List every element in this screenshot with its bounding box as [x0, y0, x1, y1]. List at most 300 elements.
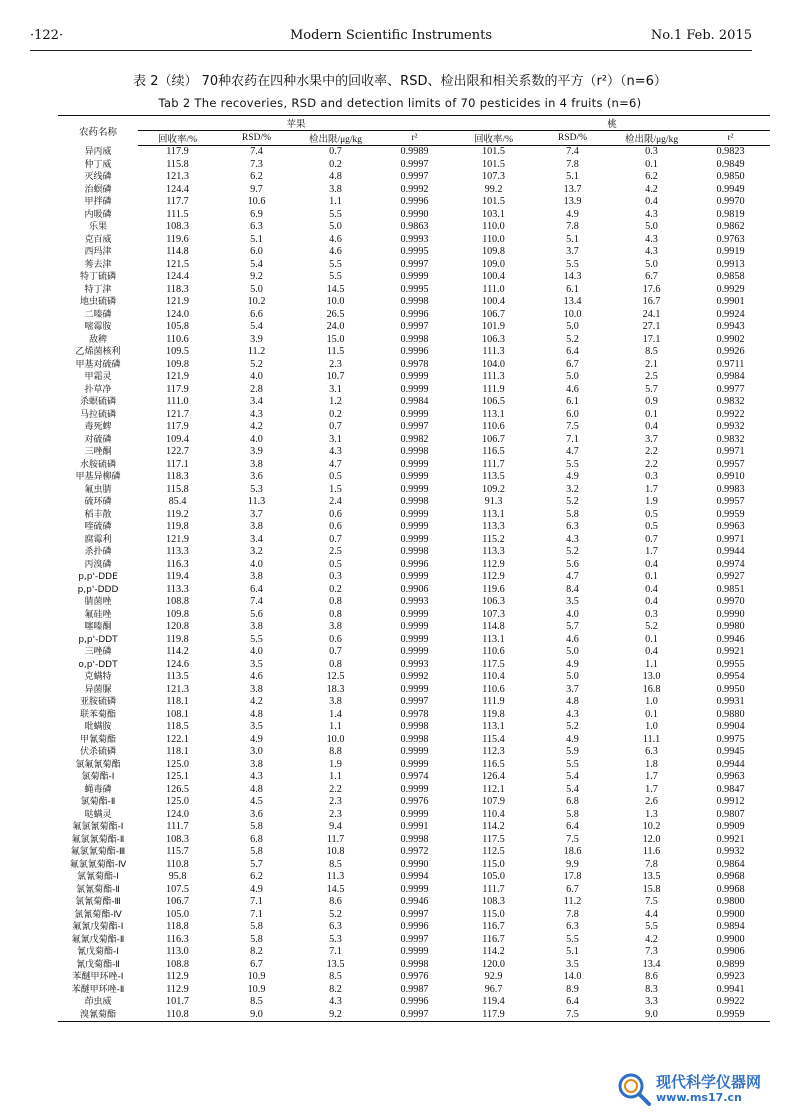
table-cell: 0.9968 [716, 871, 745, 882]
table-cell: 0.9995 [400, 283, 429, 295]
table-cell: 11.3 [326, 871, 345, 882]
watermark-name: 现代科学仪器网 [656, 1073, 762, 1091]
table-cell: 111.3 [482, 371, 505, 382]
table-cell: 115.0 [482, 858, 505, 870]
table-cell: 5.2 [566, 721, 579, 732]
table-cell: 0.9995 [400, 246, 429, 257]
table-cell: 6.8 [566, 796, 579, 807]
table-cell: 4.3 [329, 446, 342, 457]
table-cell: 110.4 [482, 671, 505, 682]
table-cell: 0.6 [329, 508, 342, 520]
table-row [58, 984, 770, 997]
table-cell: 0.9999 [400, 483, 429, 495]
table-cell: 0.9975 [716, 733, 745, 745]
table-cell: 0.9849 [716, 158, 745, 170]
table-cell: 116.7 [482, 921, 505, 932]
table-cell: 112.9 [166, 983, 189, 995]
pesticide-name: 氯氰菊酯-Ⅳ [74, 909, 122, 920]
table-cell: 8.5 [250, 996, 263, 1007]
table-cell: 107.3 [482, 608, 505, 620]
table-row [58, 809, 770, 822]
table-cell: 0.9880 [716, 708, 745, 720]
table-cell: 114.8 [482, 621, 505, 632]
table-cell: 5.5 [566, 758, 579, 770]
column-header: 检出限/μg/kg [296, 131, 375, 146]
table-row [58, 509, 770, 522]
table-cell: 0.9996 [400, 996, 429, 1007]
table-cell: 0.9970 [716, 596, 745, 607]
table-cell: 115.7 [166, 846, 189, 857]
table-cell: 109.8 [166, 358, 189, 370]
table-cell: 1.7 [645, 483, 658, 495]
table-cell: 108.1 [166, 708, 189, 720]
table-cell: 118.1 [166, 746, 189, 757]
pesticide-name: 氯菊酯-Ⅱ [80, 797, 116, 807]
table-cell: 0.9901 [716, 296, 745, 307]
table-cell: 0.9945 [716, 746, 745, 757]
table-cell: 4.6 [566, 383, 579, 395]
table-cell: 5.5 [566, 458, 579, 470]
table-cell: 9.2 [296, 1009, 375, 1022]
table-cell: 0.9832 [716, 433, 745, 445]
pesticide-name: 扑草净 [84, 384, 112, 395]
table-cell: 5.8 [566, 808, 579, 820]
table-cell: 2.5 [645, 371, 658, 382]
table-row [58, 734, 770, 747]
table-cell: 124.6 [166, 658, 189, 670]
pesticide-name: 毒死蜱 [84, 422, 112, 432]
table-cell: 7.4 [566, 146, 579, 157]
journal-title: Modern Scientific Instruments [289, 28, 493, 43]
table-cell: 0.9819 [716, 208, 745, 220]
table-cell: 3.5 [250, 721, 263, 732]
table-cell: 0.9999 [400, 646, 429, 657]
table-cell: 113.3 [166, 583, 189, 595]
table-cell: 6.4 [566, 996, 579, 1007]
pesticide-name: 氟氰戊菊酯-Ⅰ [72, 922, 124, 932]
table-cell: 0.9974 [400, 771, 429, 782]
table-cell: 119.6 [482, 583, 505, 595]
table-cell: 5.0 [566, 646, 579, 657]
table-cell: 0.9943 [716, 321, 745, 332]
table-cell: 0.9998 [400, 296, 429, 307]
table-cell: 10.0 [326, 296, 345, 307]
table-cell: 13.7 [563, 183, 582, 195]
table-cell: 0.6 [329, 633, 342, 645]
table-cell: 111.7 [482, 458, 505, 470]
table-row [58, 959, 770, 972]
table-cell: 1.0 [645, 696, 658, 707]
pesticide-name: 联苯菊酯 [79, 709, 116, 720]
table-cell: 0.9997 [400, 933, 429, 945]
magnifier-logo-icon [616, 1071, 652, 1107]
table-cell: 121.3 [166, 171, 189, 182]
table-cell: 0.9950 [716, 683, 745, 695]
table-cell: 7.1 [250, 896, 263, 907]
table-row [58, 609, 770, 622]
table-cell: 0.9921 [716, 646, 745, 657]
table-cell: 6.3 [566, 521, 579, 532]
name-column-header: 农药名称 [58, 116, 138, 146]
table-row [58, 296, 770, 309]
table-row [58, 346, 770, 359]
table-cell: 117.9 [166, 421, 189, 432]
table-row [58, 371, 770, 384]
table-cell: 115.8 [166, 483, 189, 495]
table-cell: 121.9 [166, 533, 189, 545]
table-cell: 0.9993 [400, 596, 429, 607]
table-cell: 3.5 [250, 658, 263, 670]
table-row [58, 221, 770, 234]
table-cell: 119.2 [166, 508, 189, 520]
table-cell: 0.9999 [400, 946, 429, 957]
table-cell: 107.9 [482, 796, 505, 807]
pesticide-name: 氟硅唑 [84, 609, 112, 620]
pesticide-name: 西玛津 [84, 247, 112, 257]
table-cell: 0.4 [645, 583, 658, 595]
table-row [58, 284, 770, 297]
table-cell: 0.9984 [716, 371, 745, 382]
table-row [58, 996, 770, 1009]
table-row [58, 934, 770, 947]
table-cell: 110.8 [138, 1009, 217, 1022]
table-cell: 0.9851 [716, 583, 745, 595]
table-cell: 1.1 [329, 196, 342, 207]
table-cell: 101.5 [482, 146, 505, 157]
table-cell: 0.9996 [400, 921, 429, 932]
table-row [58, 396, 770, 409]
table-row [58, 621, 770, 634]
table-cell: 4.9 [566, 208, 579, 220]
table-cell: 17.1 [642, 333, 661, 345]
table-cell: 113.5 [482, 471, 505, 482]
table-cell: 0.9998 [400, 721, 429, 732]
table-cell: 0.9994 [400, 871, 429, 882]
table-cell: 113.0 [166, 946, 189, 957]
table-cell: 11.6 [642, 846, 661, 857]
pesticide-name: 杀扑磷 [84, 547, 112, 557]
table-cell: 0.9998 [400, 333, 429, 345]
table-cell: 0.9941 [716, 983, 745, 995]
table-cell: 0.9984 [400, 396, 429, 407]
table-cell: 10.9 [247, 971, 266, 982]
table-row [58, 271, 770, 284]
pesticide-name: 克百威 [84, 234, 112, 245]
table-cell: 1.9 [329, 758, 342, 770]
table-cell: 5.8 [250, 933, 263, 945]
table-cell: 5.0 [329, 221, 342, 232]
table-cell: 4.2 [645, 183, 658, 195]
table-cell: 3.7 [566, 246, 579, 257]
table-cell: 3.7 [250, 508, 263, 520]
pesticide-name: 氟氯氰菊酯-Ⅳ [69, 859, 127, 870]
pesticide-name: 异丙威 [84, 146, 112, 157]
pesticide-name: 氯氰菊酯-Ⅰ [77, 872, 119, 882]
table-cell: 101.9 [482, 321, 505, 332]
table-cell: 113.1 [482, 408, 505, 420]
table-cell: 3.8 [250, 621, 263, 632]
table-cell: 0.8 [329, 658, 342, 670]
table-cell: 6.7 [566, 883, 579, 895]
table-cell: 113.1 [482, 633, 505, 645]
table-cell: 4.0 [250, 433, 263, 445]
table-cell: 5.7 [250, 858, 263, 870]
table-cell: 110.6 [482, 421, 505, 432]
pesticide-name: 对硫磷 [84, 434, 112, 445]
table-cell: 108.3 [166, 833, 189, 845]
table-cell: 12.5 [326, 671, 345, 682]
table-cell: 0.9976 [400, 796, 429, 807]
table-cell: 0.9959 [716, 508, 745, 520]
table-cell: 115.2 [482, 533, 505, 545]
table-cell: 104.0 [482, 358, 505, 370]
table-cell: 5.4 [250, 258, 263, 270]
pesticide-name: 灭线磷 [84, 172, 112, 182]
table-cell: 6.3 [645, 746, 658, 757]
table-cell: 0.6 [329, 521, 342, 532]
table-row [58, 1009, 770, 1022]
table-row [58, 709, 770, 722]
table-cell: 6.3 [250, 221, 263, 232]
table-cell: 101.7 [166, 996, 189, 1007]
table-cell: 7.1 [566, 433, 579, 445]
table-cell: 3.7 [645, 433, 658, 445]
table-cell: 6.7 [250, 958, 263, 970]
table-cell: 3.8 [250, 458, 263, 470]
pesticide-name: 水胺硫磷 [79, 459, 116, 470]
table-row [58, 571, 770, 584]
pesticide-name: 氯氟氰菊酯 [75, 759, 121, 770]
table-cell: 3.2 [566, 483, 579, 495]
table-cell: 8.6 [329, 896, 342, 907]
table-cell: 0.9955 [716, 658, 745, 670]
table-cell: 4.0 [566, 608, 579, 620]
table-cell: 107.3 [482, 171, 505, 182]
table-cell: 0.3 [645, 146, 658, 157]
table-cell: 5.0 [566, 371, 579, 382]
pesticide-name: 氟氰戊菊酯-Ⅱ [71, 934, 125, 945]
table-cell: 85.4 [168, 496, 187, 507]
table-cell: 117.5 [482, 833, 505, 845]
table-cell: 0.2 [329, 408, 342, 420]
table-cell: 13.5 [326, 958, 345, 970]
table-row [58, 721, 770, 734]
table-cell: 7.5 [645, 896, 658, 907]
table-cell: 0.9807 [716, 808, 745, 820]
table-cell: 7.3 [645, 946, 658, 957]
table-cell: 5.5 [329, 258, 342, 270]
table-cell: 0.9921 [716, 833, 745, 845]
table-cell: 10.0 [563, 308, 582, 320]
table-cell: 0.3 [645, 471, 658, 482]
table-cell: 0.9999 [400, 508, 429, 520]
table-cell: 1.1 [329, 771, 342, 782]
pesticide-name: 杀螟硫磷 [79, 397, 116, 407]
table-row [58, 359, 770, 372]
table-cell: 0.9906 [716, 946, 745, 957]
table-row [58, 746, 770, 759]
table-cell: 111.9 [482, 383, 505, 395]
table-cell: 0.9980 [716, 621, 745, 632]
table-cell: 0.9919 [716, 246, 745, 257]
table-cell: 6.0 [566, 408, 579, 420]
table-cell: 0.9990 [400, 858, 429, 870]
table-cell: 3.8 [250, 521, 263, 532]
table-cell: 112.9 [166, 971, 189, 982]
table-cell: 1.1 [645, 658, 658, 670]
table-cell: 112.9 [482, 571, 505, 582]
table-cell: 5.7 [645, 383, 658, 395]
table-caption-cn: 表 2（续） 70种农药在四种水果中的回收率、RSD、检出限和相关系数的平方（r²）（n=6） [133, 74, 667, 89]
table-cell: 115.8 [166, 158, 189, 170]
table-cell: 120.0 [482, 958, 505, 970]
table-row [58, 659, 770, 672]
table-cell: 4.7 [566, 571, 579, 582]
table-cell: 0.9999 [400, 471, 429, 482]
table-cell: 5.5 [329, 271, 342, 282]
table-cell: 112.9 [482, 558, 505, 570]
table-row [58, 859, 770, 872]
table-cell: 1.7 [645, 546, 658, 557]
table-cell: 0.4 [645, 596, 658, 607]
table-row [58, 459, 770, 472]
table-cell: 0.9900 [716, 933, 745, 945]
table-cell: 121.5 [166, 258, 189, 270]
table-cell: 116.5 [482, 758, 505, 770]
table-cell: 111.9 [482, 696, 505, 707]
table-cell: 9.0 [612, 1009, 691, 1022]
table-cell: 0.9949 [716, 183, 745, 195]
table-cell: 4.2 [250, 421, 263, 432]
pesticide-name: 克螨特 [84, 672, 112, 682]
table-cell: 0.9924 [716, 308, 745, 320]
table-cell: 110.4 [482, 808, 505, 820]
pesticide-name: 甲基对硫磷 [75, 359, 121, 370]
table-cell: 16.8 [642, 683, 661, 695]
table-cell: 4.3 [645, 208, 658, 220]
watermark-url: www.ms17.cn [656, 1091, 742, 1104]
table-cell: 4.6 [329, 246, 342, 257]
table-cell: 6.0 [250, 246, 263, 257]
table-cell: 5.8 [566, 508, 579, 520]
table-row [58, 384, 770, 397]
table-cell: 101.5 [482, 196, 505, 207]
pesticide-name: 莠去津 [84, 259, 112, 270]
table-row [58, 209, 770, 222]
table-cell: 125.0 [166, 758, 189, 770]
table-cell: 6.6 [250, 308, 263, 320]
table-cell: 11.3 [247, 496, 266, 507]
table-cell: 8.5 [329, 971, 342, 982]
table-cell: 13.4 [642, 958, 661, 970]
table-cell: 111.5 [166, 208, 189, 220]
pesticide-name: 仲丁威 [84, 159, 112, 170]
table-cell: 7.8 [566, 158, 579, 170]
table-cell: 17.6 [642, 283, 661, 295]
table-cell: 0.9998 [400, 496, 429, 507]
table-cell: 0.9997 [400, 158, 429, 170]
table-cell: 109.5 [166, 346, 189, 357]
table-cell: 4.3 [250, 408, 263, 420]
table-cell: 8.5 [329, 858, 342, 870]
table-cell: 5.1 [250, 233, 263, 245]
table-cell: 18.3 [326, 683, 345, 695]
table-cell: 0.9978 [400, 358, 429, 370]
table-cell: 4.9 [566, 733, 579, 745]
table-cell: 0.7 [329, 146, 342, 157]
table-cell: 7.4 [250, 596, 263, 607]
table-cell: 0.9992 [400, 183, 429, 195]
pesticide-name: o,p'-DDT [78, 659, 118, 670]
table-cell: 14.0 [563, 971, 582, 982]
pesticide-name: 哒螨灵 [84, 809, 112, 820]
table-cell: 4.5 [250, 796, 263, 807]
peach-group-header: 桃 [454, 116, 770, 131]
pesticide-name: 氟氯氰菊酯-Ⅱ [71, 834, 125, 845]
table-cell: 9.7 [250, 183, 263, 195]
table-cell: 0.9929 [716, 283, 745, 295]
table-cell: 0.2 [329, 158, 342, 170]
table-cell: 11.5 [326, 346, 345, 357]
table-row [58, 309, 770, 322]
table-cell: 0.9998 [400, 958, 429, 970]
table-cell: 7.5 [533, 1009, 612, 1022]
table-cell: 4.0 [250, 646, 263, 657]
table-cell: 106.7 [166, 896, 189, 907]
table-cell: 109.8 [166, 608, 189, 620]
column-header: RSD/% [217, 131, 296, 146]
table-cell: 3.8 [329, 696, 342, 707]
table-cell: 6.4 [566, 821, 579, 832]
table-cell: 111.7 [482, 883, 505, 895]
table-cell: 0.9 [645, 396, 658, 407]
table-row [58, 321, 770, 334]
table-cell: 11.1 [642, 733, 661, 745]
table-cell: 112.5 [482, 846, 505, 857]
pesticide-name: 治螟磷 [84, 184, 112, 195]
table-cell: 113.3 [482, 521, 505, 532]
table-cell: 5.0 [566, 321, 579, 332]
table-cell: 0.4 [645, 646, 658, 657]
table-cell: 0.9863 [400, 221, 429, 232]
pesticide-name: 稻丰散 [84, 509, 112, 520]
table-row [58, 521, 770, 534]
table-cell: 5.2 [566, 496, 579, 507]
table-cell: 0.1 [645, 633, 658, 645]
table-row [58, 909, 770, 922]
table-cell: 2.8 [250, 383, 263, 395]
table-row [58, 634, 770, 647]
recovery-table [58, 115, 770, 1022]
table-cell: 0.9932 [716, 846, 745, 857]
table-row [58, 146, 770, 159]
table-cell: 5.2 [566, 333, 579, 345]
table-cell: 0.9999 [400, 271, 429, 282]
issue-info: No.1 Feb. 2015 [650, 28, 752, 43]
pesticide-name: 三唑磷 [84, 647, 112, 657]
table-cell: 4.6 [566, 633, 579, 645]
table-cell: 7.3 [250, 158, 263, 170]
table-cell: 110.0 [482, 233, 505, 245]
table-cell: 13.0 [642, 671, 661, 682]
table-cell: 124.0 [166, 808, 189, 820]
table-cell: 0.9899 [716, 958, 745, 970]
table-cell: 124.0 [166, 308, 189, 320]
table-cell: 2.3 [329, 808, 342, 820]
table-cell: 4.0 [250, 558, 263, 570]
table-cell: 106.7 [482, 308, 505, 320]
table-cell: 120.8 [166, 621, 189, 632]
